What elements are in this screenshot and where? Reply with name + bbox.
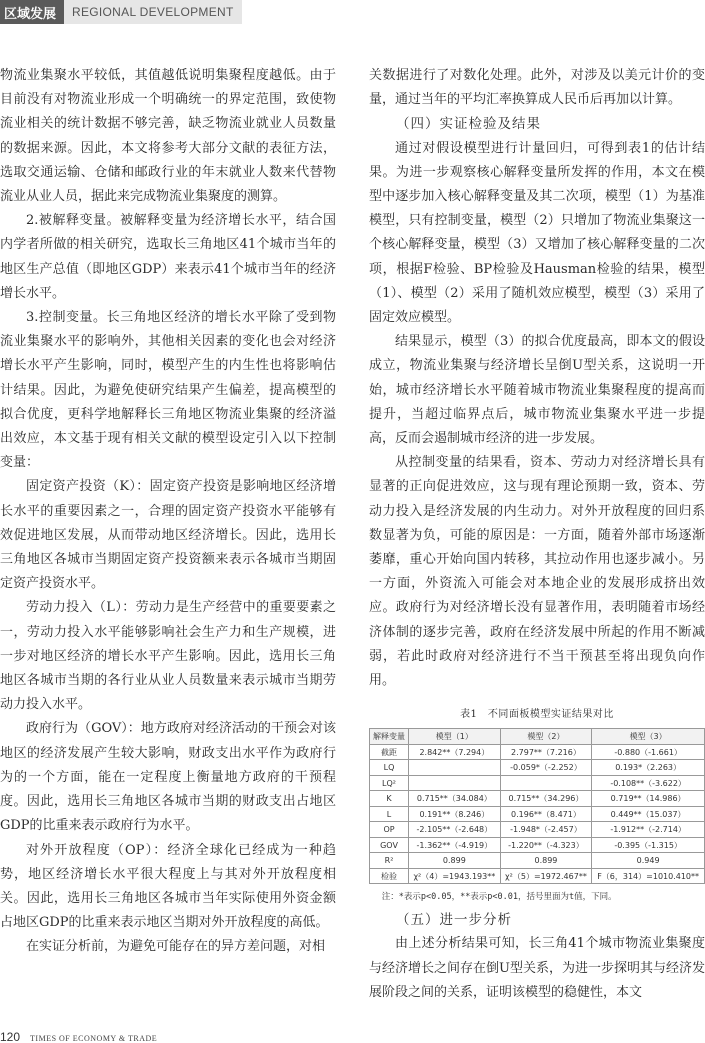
- table-cell: 0.899: [409, 853, 501, 869]
- table-cell: -0.059*（-2.252）: [500, 760, 592, 776]
- table-cell: 截距: [370, 744, 409, 760]
- section-heading: （四）实证检验及结果: [396, 116, 541, 133]
- table-cell: 0.196**（8.471）: [500, 806, 592, 822]
- page-footer: [0, 1030, 157, 1043]
- table-header-cell: 模型（1）: [409, 729, 501, 745]
- page-number: 120: [0, 1030, 21, 1043]
- table-cell: 0.719**（14.986）: [592, 791, 705, 807]
- table-row: [370, 791, 705, 807]
- table-row: [370, 775, 705, 791]
- left-column: [0, 64, 336, 960]
- table-cell: GOV: [370, 837, 409, 853]
- table-cell: 0.193*（2.263）: [592, 760, 705, 776]
- table-row: [370, 760, 705, 776]
- table-cell: -1.948*（-2.457）: [500, 822, 592, 838]
- section-title-cn: 区域发展: [0, 0, 64, 24]
- table-cell: [409, 760, 501, 776]
- table-cell: OP: [370, 822, 409, 838]
- paragraph: 物流业集聚水平较低，其值越低说明集聚程度越低。由于目前没有对物流业形成一个明确统一的界定范围，致使物流业相关的统计数据不够完善，缺乏物流业就业人员数量的数据来源。因此，本文将参考大部分文献的表征方法，选取交通运输、仓储和邮政行业的年末就业人数来代替物流业从业人员，据此来完成物流业集聚度的测算。: [0, 68, 336, 205]
- paragraph: 劳动力投入（L）：劳动力是生产经营中的重要要素之一，劳动力投入水平能够影响社会生产力和生产规模，进一步对地区经济的增长水平产生影响。因此，选用长三角地区各城市当期的各行业从业人员数量来表示城市当期劳动力投入水平。: [0, 600, 336, 713]
- section-title-en: REGIONAL DEVELOPMENT: [64, 0, 242, 24]
- table-cell: LQ²: [370, 775, 409, 791]
- paragraph: 由上述分析结果可知，长三角41个城市物流业集聚度与经济增长之间存在倒U型关系，为进一步探明其与经济发展阶段之间的关系，证明该模型的稳健性，本文: [369, 936, 705, 1000]
- table-cell: LQ: [370, 760, 409, 776]
- table-row: [370, 868, 705, 884]
- table-cell: K: [370, 791, 409, 807]
- paragraph: 固定资产投资（K）：固定资产投资是影响地区经济增长水平的重要因素之一，合理的固定资产投资水平能够有效促进地区发展，从而带动地区经济增长。因此，选用长三角地区各城市当期固定资产投资额来表示各城市当期固定资产投资水平。: [0, 479, 336, 592]
- table-cell: -1.912**（-2.714）: [592, 822, 705, 838]
- table-cell: 检验: [370, 868, 409, 884]
- table-cell: -1.220**（-4.323）: [500, 837, 592, 853]
- table-cell: 0.715**（34.296）: [500, 791, 592, 807]
- right-column: [369, 64, 705, 1005]
- table-cell: -0.395（-1.315）: [592, 837, 705, 853]
- paragraph: 结果显示，模型（3）的拟合优度最高，即本文的假设成立，物流业集聚与经济增长呈倒U型关系，这说明一开始，城市经济增长水平随着城市物流业集聚程度的提高而提升，当超过临界点后，城市物流业集聚水平进一步提高，反而会遏制城市经济的进一步发展。: [369, 334, 705, 447]
- table-header-row: [370, 729, 705, 745]
- table-header-cell: 模型（3）: [592, 729, 705, 745]
- table-row: [370, 744, 705, 760]
- table-cell: 0.191**（8.246）: [409, 806, 501, 822]
- paragraph: 在实证分析前，为避免可能存在的异方差问题，对相: [26, 939, 326, 955]
- table-cell: L: [370, 806, 409, 822]
- table-cell: 0.449**（15.037）: [592, 806, 705, 822]
- paragraph: 3.控制变量。长三角地区经济的增长水平除了受到物流业集聚水平的影响外，其他相关因素的变化也会对经济增长水平产生影响，同时，模型产生的内生性也将影响估计结果。因此，为避免使研究结果产生偏差，提高模型的拟合优度，更科学地解释长三角地区物流业集聚的经济溢出效应，本文基于现有相关文献的模型设定引入以下控制变量：: [0, 310, 336, 471]
- paragraph: 关数据进行了对数化处理。此外，对涉及以美元计价的变量，通过当年的平均汇率换算成人民币后再加以计算。: [369, 68, 705, 108]
- table-header-cell: 模型（2）: [500, 729, 592, 745]
- table-cell: 2.797**（7.216）: [500, 744, 592, 760]
- table-cell: [500, 775, 592, 791]
- paragraph: 政府行为（GOV）：地方政府对经济活动的干预会对该地区的经济发展产生较大影响，财政支出水平作为政府行为的一个方面，能在一定程度上衡量地方政府的干预程度。因此，选用长三角地区各城市当期的财政支出占地区GDP的比重来表示政府行为水平。: [0, 721, 336, 834]
- paragraph: 2.被解释变量。被解释变量为经济增长水平，结合国内学者所做的相关研究，选取长三角地区41个城市当年的地区生产总值（即地区GDP）来表示41个城市当年的经济增长水平。: [0, 213, 336, 301]
- table-cell: 0.715**（34.084）: [409, 791, 501, 807]
- table-cell: 0.949: [592, 853, 705, 869]
- results-table: [369, 728, 705, 884]
- table-cell: -0.880（-1.661）: [592, 744, 705, 760]
- paragraph: 对外开放程度（OP）：经济全球化已经成为一种趋势，地区经济增长水平很大程度上与其对外开放程度相关。因此，选用长三角地区各城市当年实际使用外资金额占地区GDP的比重来表示地区当期对外开放程度的高低。: [0, 842, 336, 931]
- table-row: [370, 853, 705, 869]
- table-row: [370, 837, 705, 853]
- table-cell: -1.362**（-4.919）: [409, 837, 501, 853]
- table-cell: -0.108**（-3.622）: [592, 775, 705, 791]
- table-cell: χ²（5）=1972.467**: [500, 868, 592, 884]
- table-cell: [409, 775, 501, 791]
- section-heading: （五）进一步分析: [396, 912, 512, 929]
- table-caption: 表1 不同面板模型实证结果对比: [460, 709, 614, 721]
- table-cell: χ²（4）=1943.193**: [409, 868, 501, 884]
- table-cell: F（6，314）=1010.410**: [592, 868, 705, 884]
- table-cell: R²: [370, 853, 409, 869]
- table-row: [370, 806, 705, 822]
- table-cell: -2.105**（-2.648）: [409, 822, 501, 838]
- paragraph: 从控制变量的结果看，资本、劳动力对经济增长具有显著的正向促进效应，这与现有理论预期一致，资本、劳动力投入是经济发展的内生动力。对外开放程度的回归系数显著为负，可能的原因是：一方面，随着外部市场逐渐萎靡，重心开始向国内转移，其拉动作用也逐步减小。另一方面，外资流入可能会对本地企业的发展形成挤出效应。政府行为对经济增长没有显著作用，表明随着市场经济体制的逐步完善，政府在经济发展中所起的作用不断减弱，若此时政府对经济进行不当干预甚至将出现负向作用。: [369, 455, 705, 689]
- table-cell: 0.899: [500, 853, 592, 869]
- table-cell: 2.842**（7.294）: [409, 744, 501, 760]
- journal-name: TIMES OF ECONOMY & TRADE: [30, 1034, 158, 1043]
- table-header-cell: 解释变量: [370, 729, 409, 745]
- paragraph: 通过对假设模型进行计量回归，可得到表1的估计结果。为进一步观察核心解释变量所发挥的作用，本文在模型中逐步加入核心解释变量及其二次项，模型（1）为基准模型，只有控制变量，模型（2）只增加了物流业集聚这一个核心解释变量，模型（3）又增加了核心解释变量的二次项，根据F检验、BP检验及Hausman检验的结果，模型（1）、模型（2）采用了随机效应模型，模型（3）采用了固定效应模型。: [369, 140, 705, 326]
- table-note: 注：*表示p<0.05，**表示p<0.01，括号里面为t值，下同。: [381, 892, 617, 903]
- page-header: [0, 0, 705, 24]
- table-row: [370, 822, 705, 838]
